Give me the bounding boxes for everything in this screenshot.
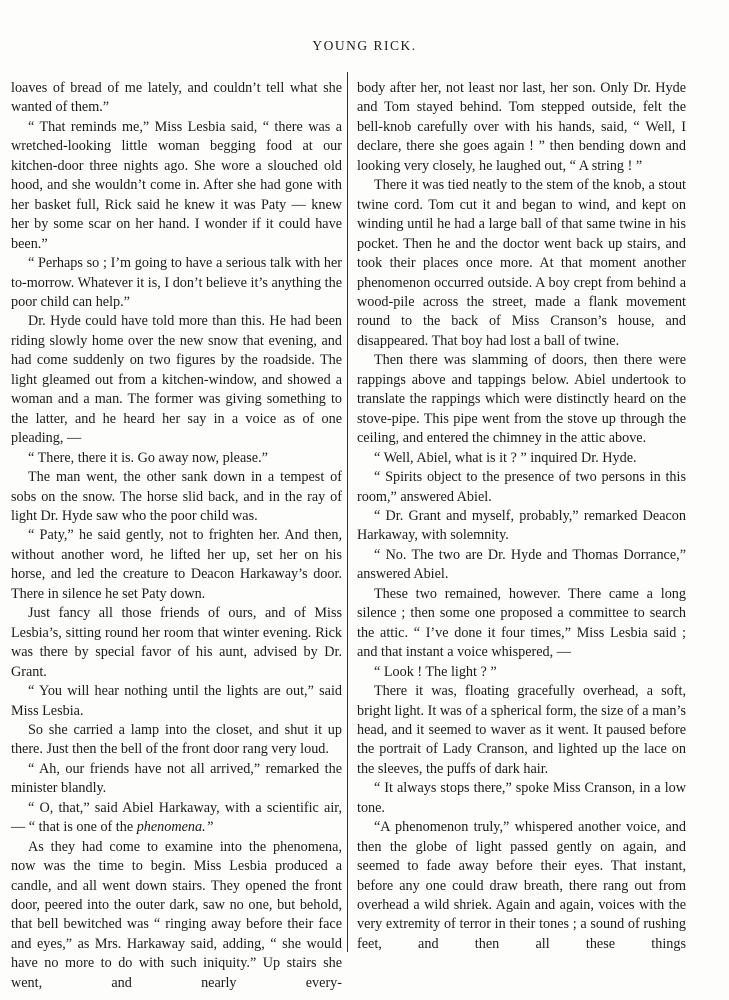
running-head: YOUNG RICK.: [312, 38, 417, 53]
paragraph: Just fancy all those friends of ours, and of Miss Lesbia’s, sitting round her room that winter evening. Rick was there by special favor of his aunt, advised by Dr. Grant.: [11, 605, 342, 680]
left-column: [11, 79, 342, 993]
column-rule: [347, 72, 348, 952]
paragraph: The man went, the other sank down in a tempest of sobs on the snow. The horse slid back, and in the ray of light Dr. Hyde saw who the poor child was.: [11, 469, 342, 524]
paragraph: Then there was slamming of doors, then there were rappings above and tappings below. Abiel undertook to translate the rappings which were distinctly heard on the stove-pipe. This pipe went from the stove up through the ceiling, and entered the chimney in the attic above.: [357, 352, 686, 447]
paragraph: “ You will hear nothing until the lights are out,” said Miss Lesbia.: [11, 683, 342, 719]
right-column: [357, 79, 686, 954]
paragraph: “ Dr. Grant and myself, probably,” remarked Deacon Harkaway, with solemnity.: [357, 507, 686, 544]
paragraph: “ No. The two are Dr. Hyde and Thomas Dorrance,” answered Abiel.: [357, 546, 686, 583]
paragraph: So she carried a lamp into the closet, and shut it up there. Just then the bell of the front door rang very loud.: [11, 721, 342, 758]
italic-word: phenomena.”: [136, 819, 214, 836]
paragraph: Dr. Hyde could have told more than this. He had been riding slowly home over the new snow that evening, and had come suddenly on two figures by the roadside. The light gleamed out from a kitchen-window, and showed a woman and a man. The former was giving something to the latter, and he heard her say in a voice as of one pleading, —: [11, 313, 342, 447]
paragraph: “ Spirits object to the presence of two persons in this room,” answered Abiel.: [357, 469, 686, 505]
paragraph: loaves of bread of me lately, and couldn’t tell what she wanted of them.”: [11, 80, 342, 116]
paragraph: “A phenomenon truly,” whispered another voice, and then the globe of light passed gently on again, and seemed to fade away before their eyes. That instant, before any one could draw breath, there rang out from overhead a wild shriek. Again and again, voices with the very extremity of terror in their tones ; a sound of rushing feet, and then all these things: [357, 819, 686, 952]
paragraph: There it was tied neatly to the stem of the knob, a stout twine cord. Tom cut it and began to wind, and kept on winding until he had a large ball of that same twine in his pocket. Then he and the doctor went back up stairs, and took their places once more. At that moment another phenomenon occurred outside. A boy crept from behind a wood-pile across the street, made a flank movement round to the back of Miss Cranson’s house, and disappeared. That boy had lost a ball of twine.: [357, 177, 686, 349]
paragraph-text: “ O, that,” said Abiel Harkaway, with a scientific air, — “ that is one of the: [11, 799, 342, 836]
paragraph: There it was, floating gracefully overhead, a soft, bright light. It was of a spherical form, the size of a man’s head, and it seemed to waver as it went. It paused before the portrait of Lady Cranson, and lighted up the lace on the sleeves, the puffs of dark hair.: [357, 683, 686, 777]
paragraph: “ Ah, our friends have not all arrived,” remarked the minister blandly.: [11, 760, 342, 797]
paragraph: “ Perhaps so ; I’m going to have a serious talk with her to-morrow. Whatever it is, I don’t believe it’s anything the poor child can help.”: [11, 255, 342, 310]
paragraph: “ Look ! The light ? ”: [374, 663, 497, 680]
paragraph: “ Paty,” he said gently, not to frighten her. And then, without another word, he lifted her up, set her on his horse, and led the creature to Deacon Harkaway’s door. There in silence he set Paty down.: [11, 527, 342, 602]
paragraph: body after her, not least nor last, her son. Only Dr. Hyde and Tom stayed behind. Tom stepped outside, felt the bell-knob carefully over with his hands, said, “ Well, I declare, there she goes again ! ” then bending down and looking very closely, he laughed out, “ A string ! ”: [357, 80, 686, 174]
paragraph: [11, 799, 342, 838]
paragraph: As they had come to examine into the phenomena, now was the time to begin. Miss Lesbia produced a candle, and all went down stairs. They opened the front door, peered into the outer dark, saw no one, but behold, that bell bewitched was “ ringing away before their face and eyes,” as Mrs. Harkaway said, adding, “ she would have no more to do with such iniquity.” Up stairs she went, and nearly every-: [11, 838, 342, 991]
paragraph: These two remained, however. There came a long silence ; then some one proposed a committee to search the attic. “ I’ve done it four times,” Miss Lesbia said ; and that instant a voice whispered, —: [357, 585, 686, 661]
paragraph: “ Well, Abiel, what is it ? ” inquired Dr. Hyde.: [374, 449, 637, 466]
paragraph: “ That reminds me,” Miss Lesbia said, “ there was a wretched-looking little woman begging food at our kitchen-door three nights ago. She wore a slouched old hood, and she wouldn’t come in. After she had gone with her basket full, Rick said he knew it was Paty — knew her by some scar on her hand. I wonder if it could have been.”: [11, 118, 342, 252]
paragraph: “ It always stops there,” spoke Miss Cranson, in a low tone.: [357, 780, 686, 816]
paragraph: “ There, there it is. Go away now, please.”: [28, 449, 268, 466]
